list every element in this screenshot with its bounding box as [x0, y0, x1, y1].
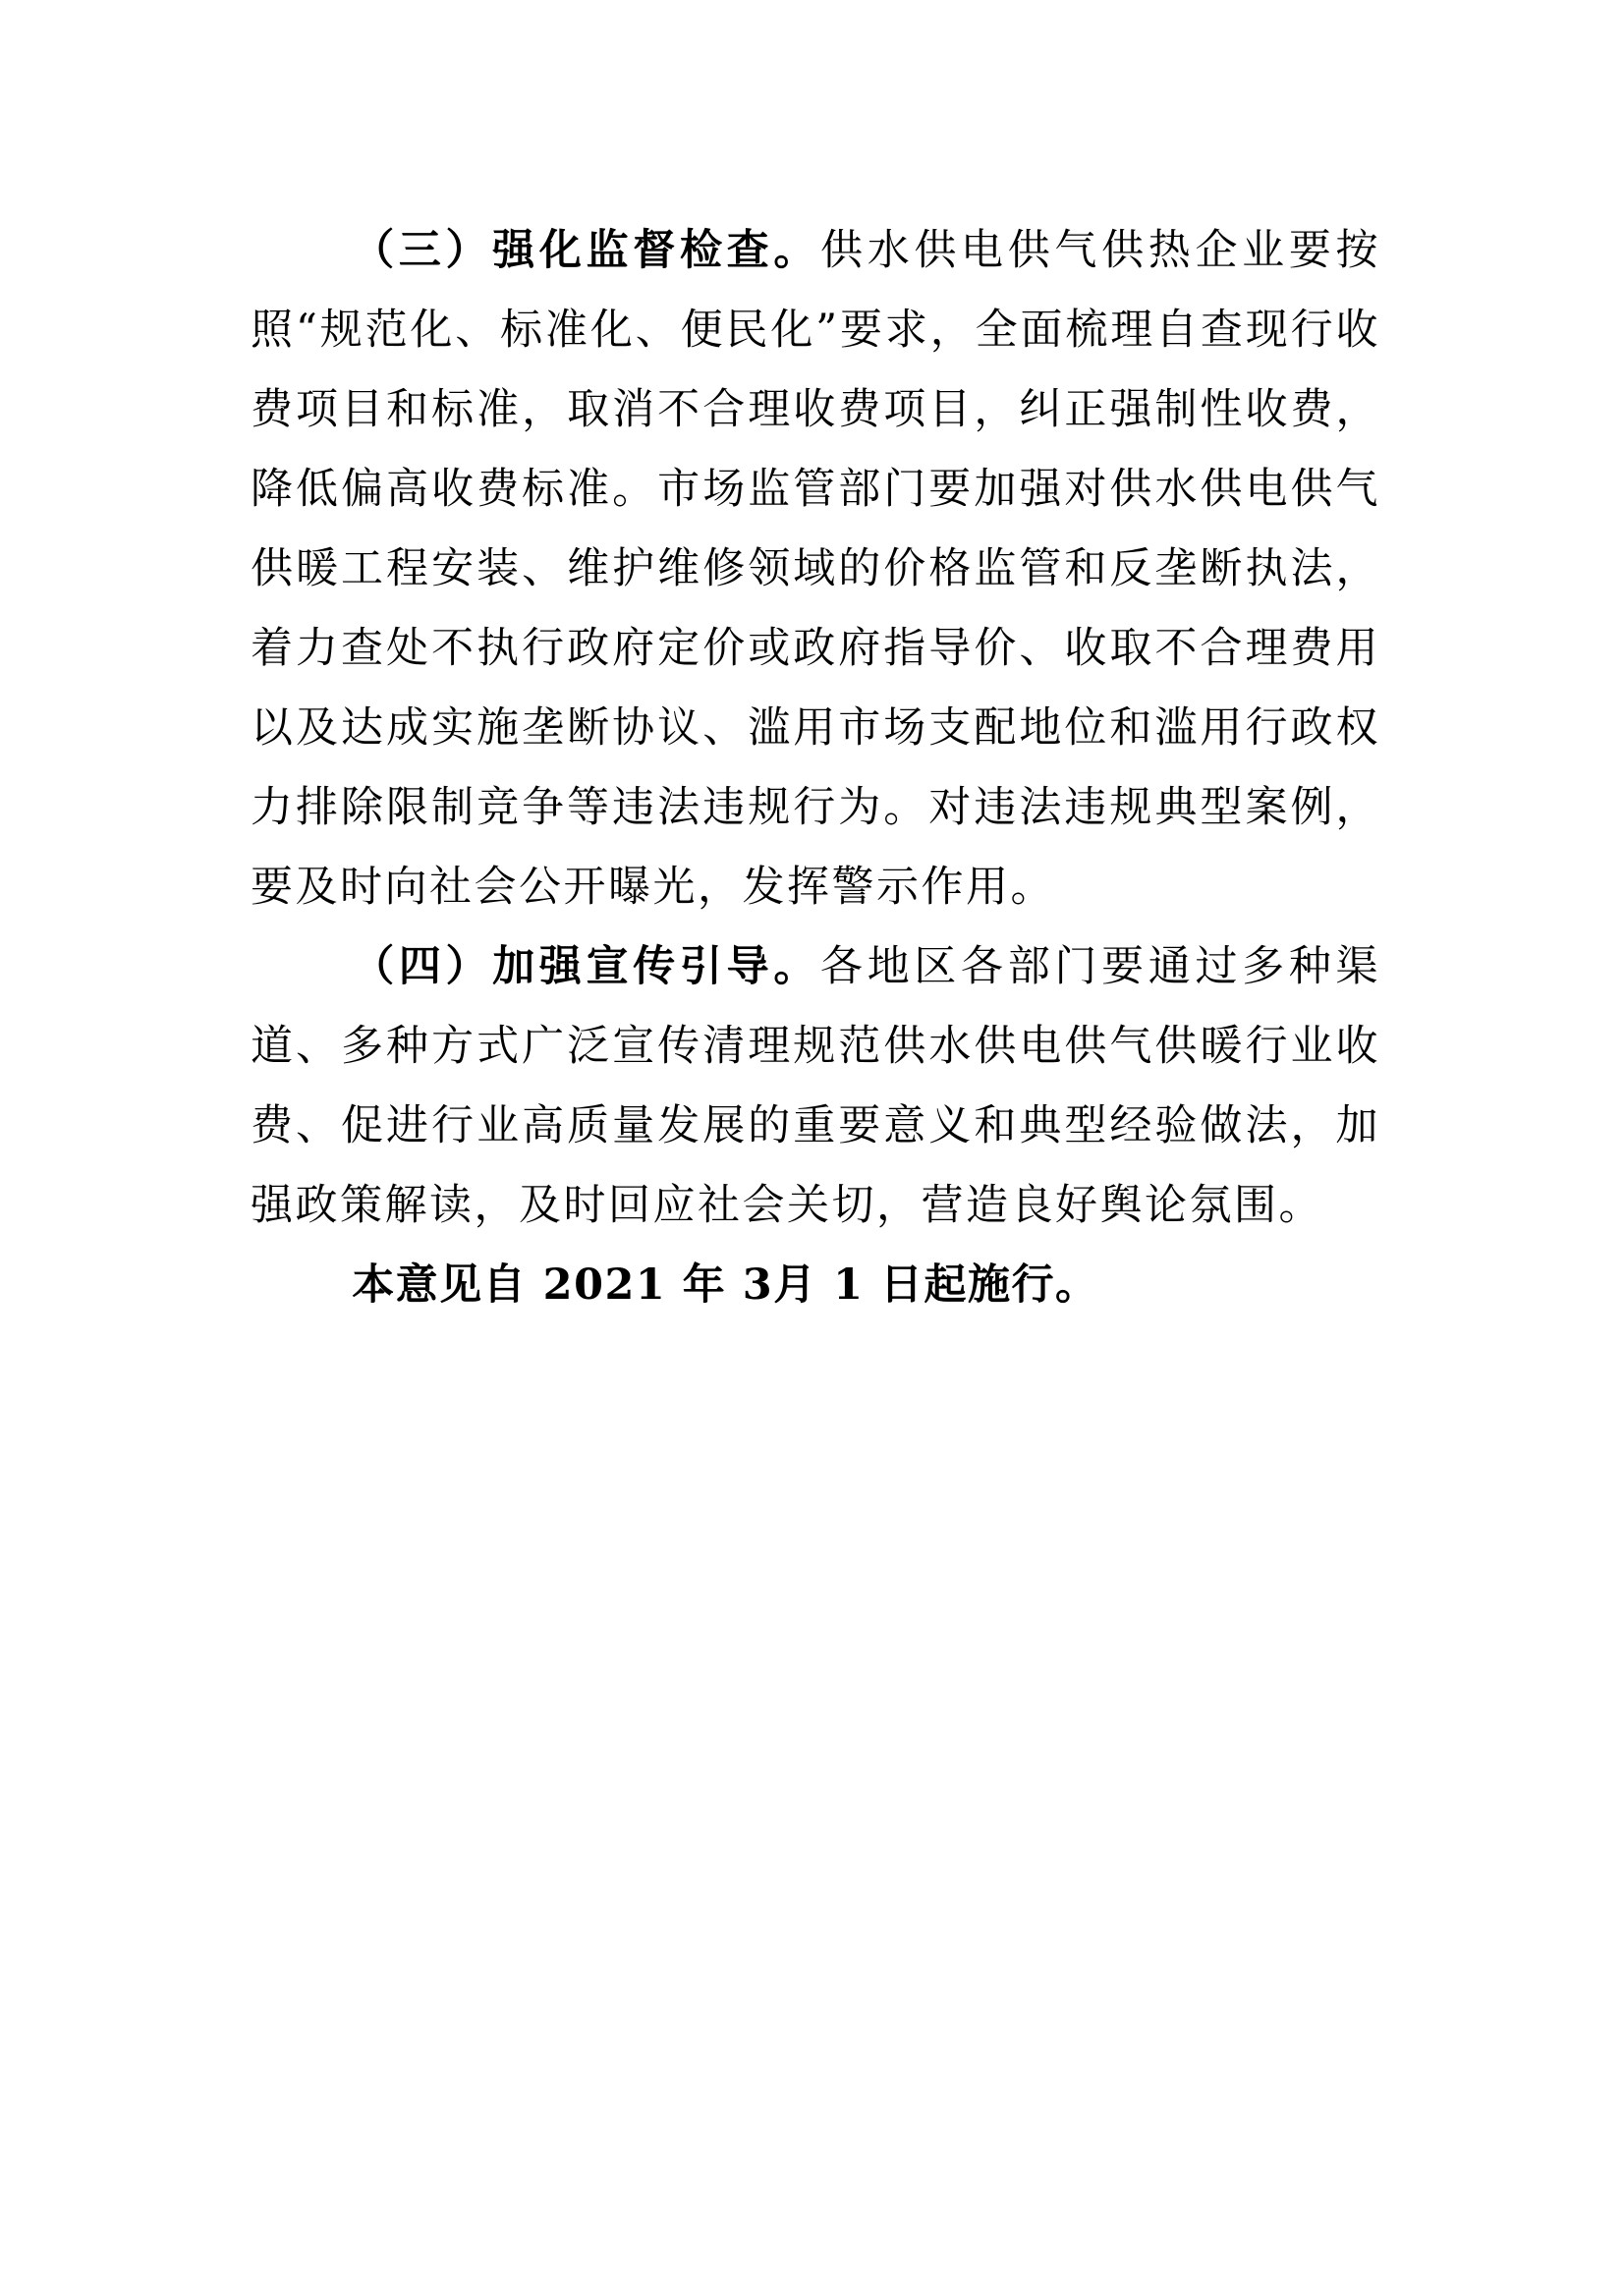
section-paragraph	[251, 927, 1380, 1246]
section-heading: （三）强化监督检查。	[352, 226, 821, 275]
effective-date-statement: 本意见自 2021 年 3月 1 日起施行。	[352, 1260, 1099, 1310]
section-heading: （四）加强宣传引导。	[352, 942, 821, 991]
section-text: 各地区各部门要通过多种渠道、多种方式广泛宣传清理规范供水供电供气供暖行业收费、促进行业高质量发展的重要意义和典型经验做法，加强政策解读，及时回应社会关切，营造良好舆论氛围。	[251, 942, 1381, 1230]
section-text: 供水供电供气供热企业要按照“规范化、标准化、便民化”要求，全面梳理自查现行收费项目和标准，取消不合理收费项目，纠正强制性收费，降低偏高收费标准。市场监管部门要加强对供水供电供气供暖工程安装、维护维修领域的价格监管和反垄断执法，着力查处不执行政府定价或政府指导价、收取不合理费用以及达成实施垄断协议、滥用市场支配地位和滥用行政权力排除限制竞争等违法违规行为。对违法违规典型案例，要及时向社会公开曝光，发挥警示作用。	[251, 226, 1381, 912]
section-paragraph	[251, 211, 1380, 927]
document-body	[251, 211, 1380, 1325]
